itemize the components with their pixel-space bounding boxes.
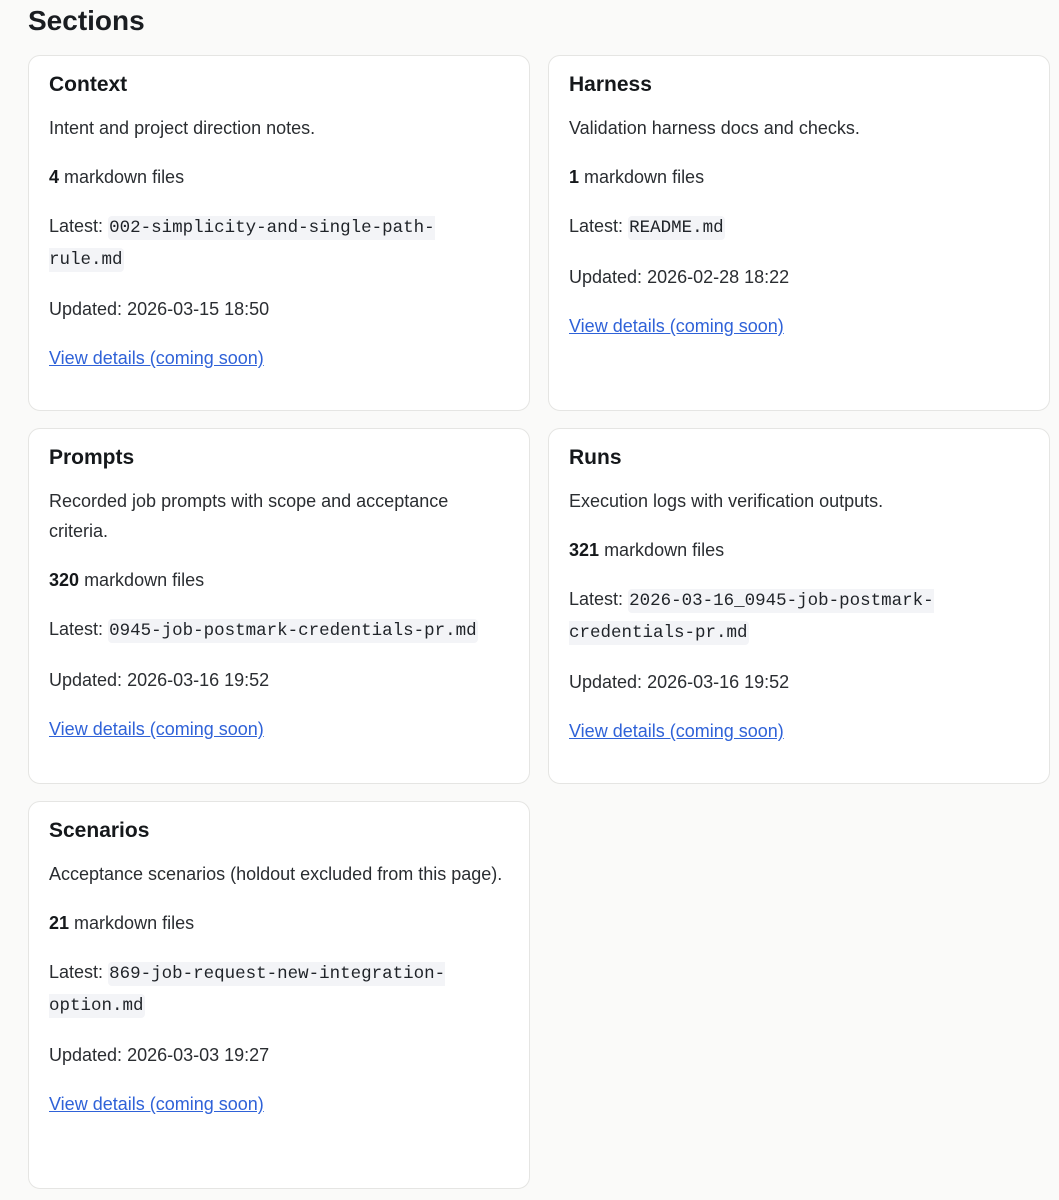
updated-label: Updated: [569,267,643,287]
latest-file [49,211,509,275]
section-title: Harness [569,73,652,96]
file-count-label: markdown files [64,167,185,187]
updated-timestamp [569,667,1029,697]
section-title: Runs [569,446,622,469]
section-card-runs [548,428,1050,784]
updated-label: Updated: [569,672,643,692]
section-description: Intent and project direction notes. [49,118,316,138]
page-title: Sections [28,5,145,36]
updated-label: Updated: [49,299,123,319]
latest-label: Latest: [49,962,104,982]
latest-filename: 002-simplicity-and-single-path-rule.md [49,218,435,270]
latest-filename: 0945-job-postmark-credentials-pr.md [109,621,477,641]
latest-filename: README.md [629,218,724,238]
view-details-link[interactable]: View details (coming soon) [49,719,264,739]
file-count-number: 21 [49,913,70,933]
updated-timestamp [569,262,1029,292]
view-details-link[interactable]: View details (coming soon) [49,348,264,368]
file-count [49,908,509,938]
updated-label: Updated: [49,1045,123,1065]
section-card-harness [548,55,1050,411]
latest-file [569,584,1029,648]
file-count [49,565,509,595]
updated-value: 2026-03-16 19:52 [647,672,790,692]
sections-grid [28,55,1050,1189]
latest-label: Latest: [569,589,624,609]
file-count-number: 1 [569,167,580,187]
view-details-link[interactable]: View details (coming soon) [569,316,784,336]
updated-value: 2026-03-03 19:27 [127,1045,270,1065]
section-title: Scenarios [49,819,150,842]
file-count-number: 320 [49,570,80,590]
file-count-number: 4 [49,167,60,187]
file-count [49,162,509,192]
updated-value: 2026-02-28 18:22 [647,267,790,287]
updated-label: Updated: [49,670,123,690]
view-details-link[interactable]: View details (coming soon) [569,721,784,741]
updated-value: 2026-03-16 19:52 [127,670,270,690]
latest-file [49,614,509,646]
latest-label: Latest: [49,619,104,639]
updated-timestamp [49,294,509,324]
file-count-label: markdown files [74,913,195,933]
updated-timestamp [49,1040,509,1070]
section-title: Prompts [49,446,135,469]
section-title: Context [49,73,128,96]
section-description: Recorded job prompts with scope and acceptance criteria. [49,491,449,541]
latest-label: Latest: [49,216,104,236]
section-description: Validation harness docs and checks. [569,118,860,138]
view-details-link[interactable]: View details (coming soon) [49,1094,264,1114]
file-count-number: 321 [569,540,600,560]
file-count [569,162,1029,192]
latest-label: Latest: [569,216,624,236]
file-count-label: markdown files [584,167,705,187]
updated-value: 2026-03-15 18:50 [127,299,270,319]
file-count [569,535,1029,565]
latest-filename: 2026-03-16_0945-job-postmark-credentials-pr.md [569,591,934,643]
section-card-prompts [28,428,530,784]
section-card-context [28,55,530,411]
updated-timestamp [49,665,509,695]
section-description: Acceptance scenarios (holdout excluded from this page). [49,864,503,884]
latest-filename: 869-job-request-new-integration-option.md [49,964,446,1016]
section-description: Execution logs with verification outputs. [569,491,884,511]
latest-file [569,211,1029,243]
section-card-scenarios [28,801,530,1189]
file-count-label: markdown files [604,540,725,560]
latest-file [49,957,509,1021]
file-count-label: markdown files [84,570,205,590]
